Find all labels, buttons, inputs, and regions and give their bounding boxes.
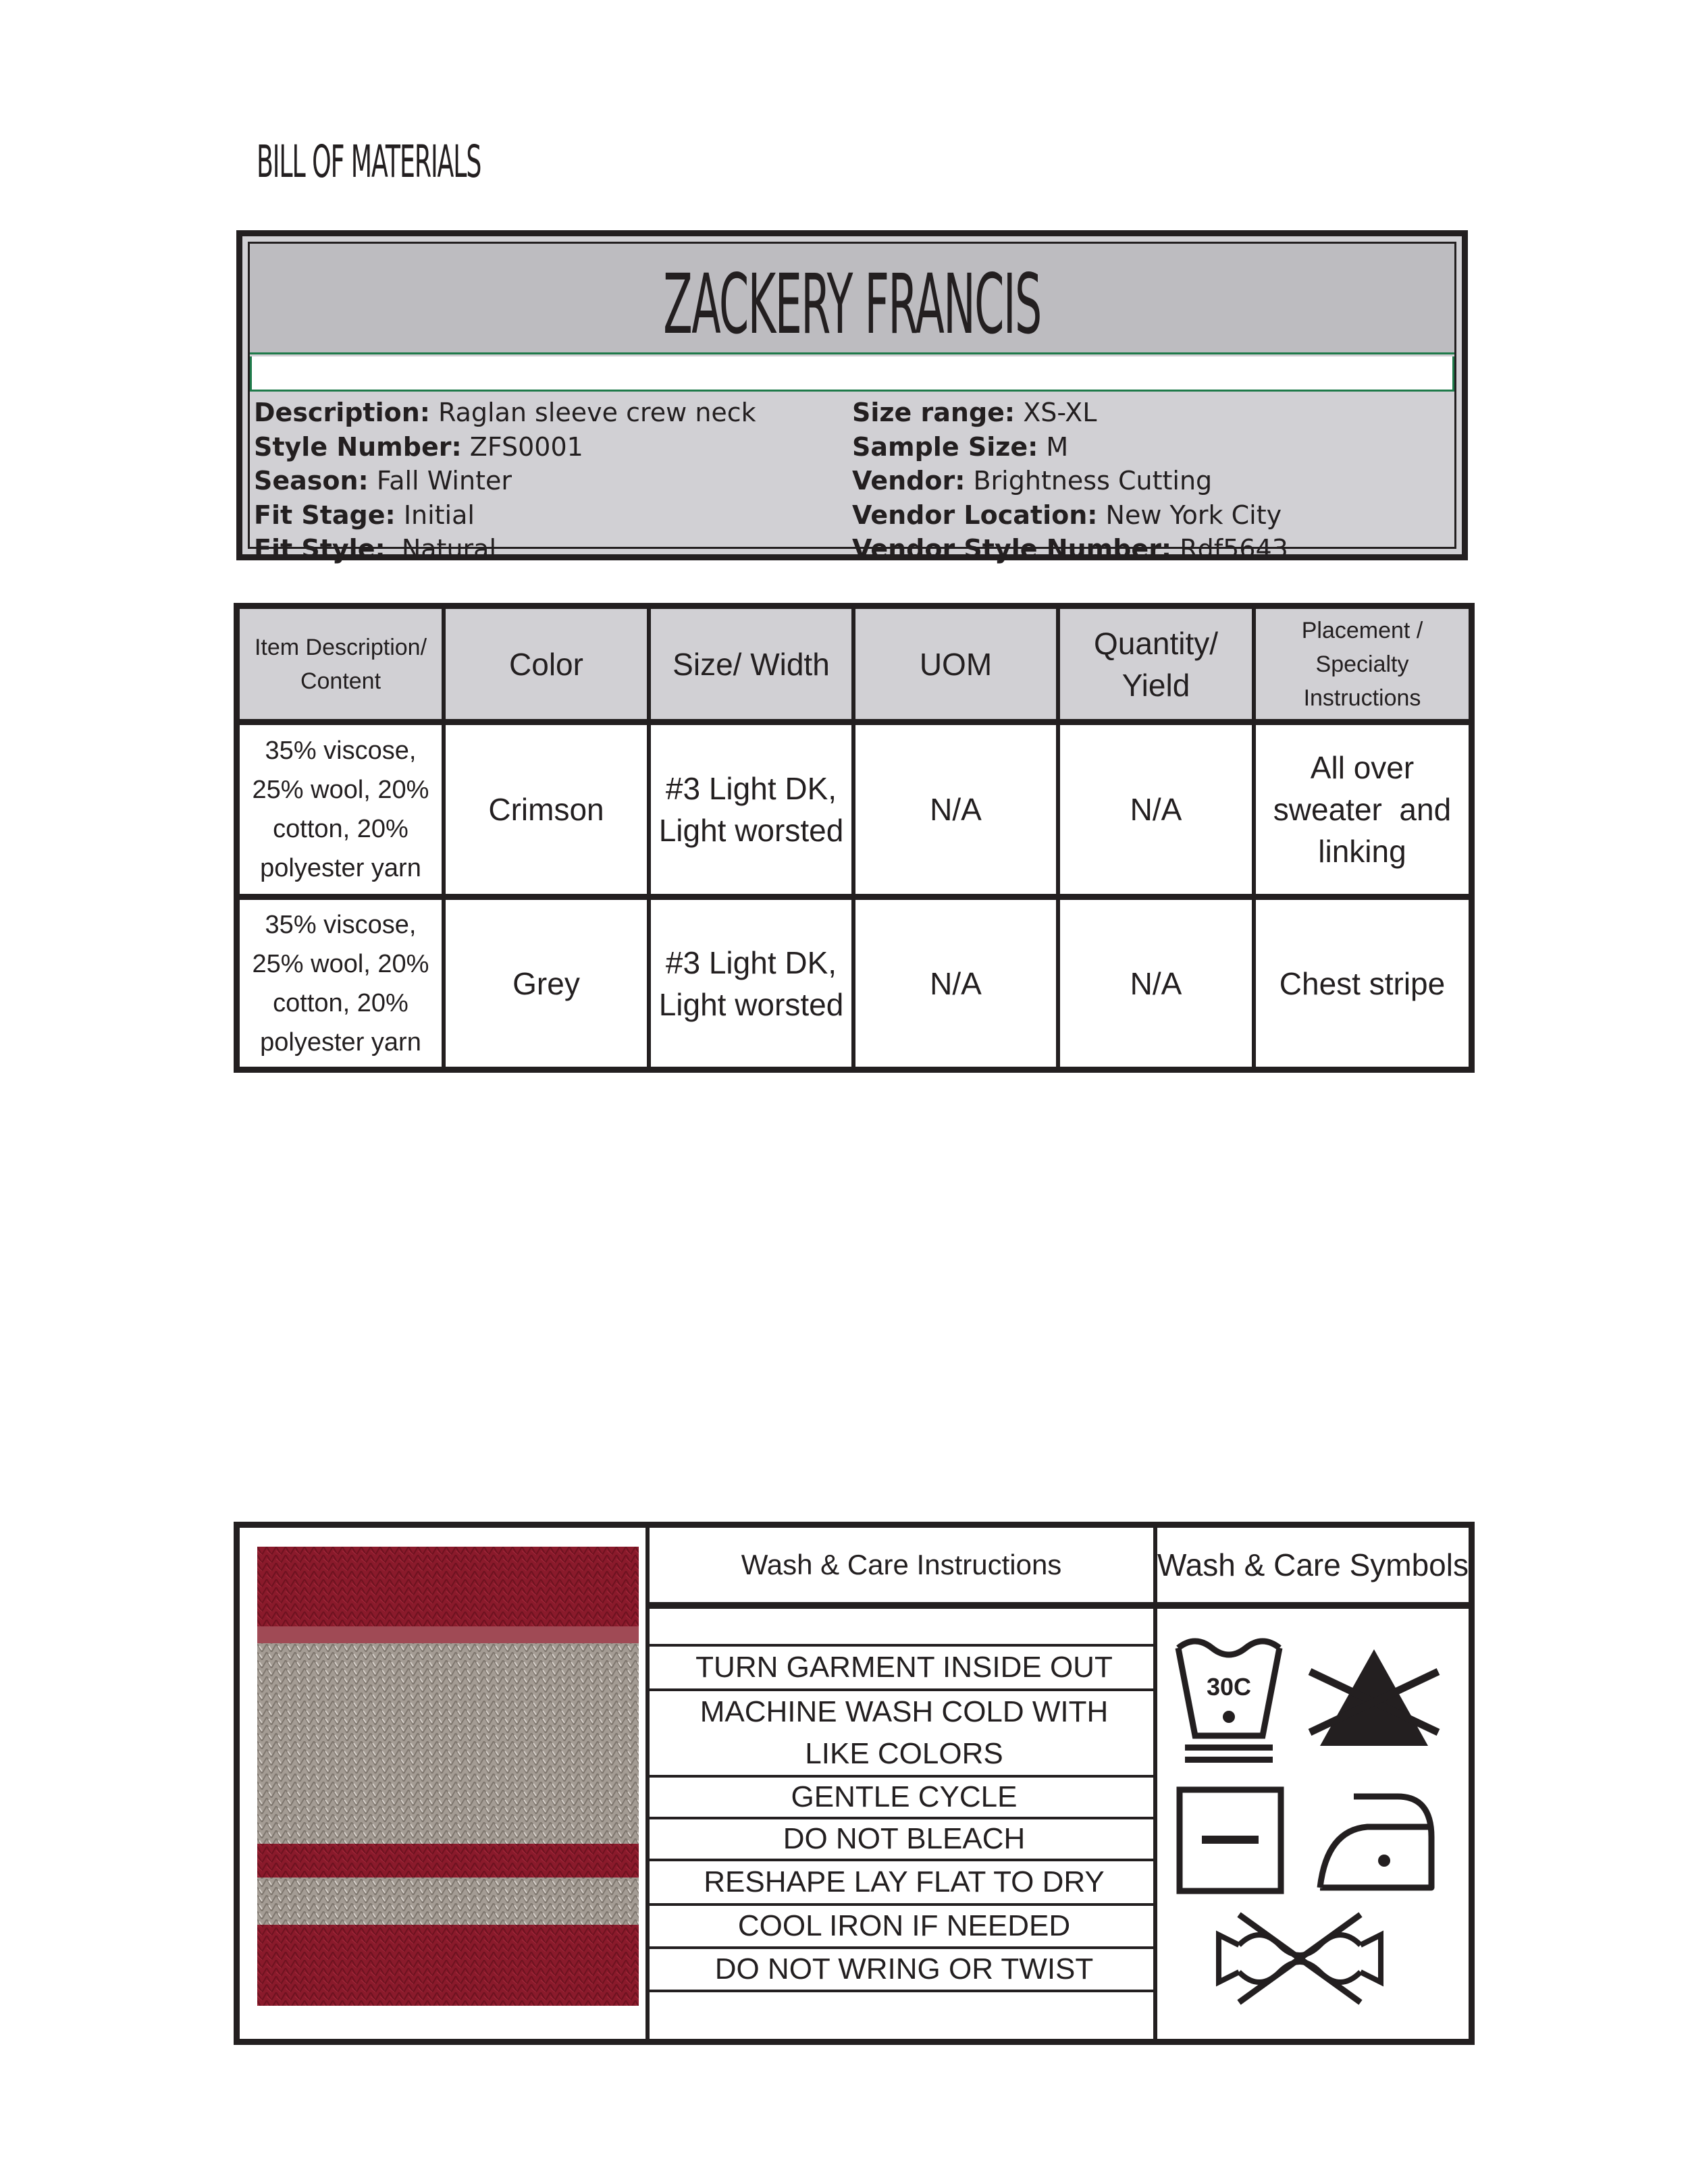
- swatch-grey-stripe: [257, 1877, 639, 1925]
- spec-value: New York City: [1097, 500, 1282, 530]
- do-not-bleach-icon: [1310, 1649, 1438, 1746]
- spec-label: Size range:: [852, 398, 1016, 427]
- row1-size-width: #3 Light DK, Light worsted: [651, 725, 851, 894]
- row2-quantity-yield: N/A: [1060, 900, 1252, 1067]
- spec-label: Vendor Style Number:: [852, 534, 1172, 564]
- wash-30c-gentle-icon: [1178, 1641, 1280, 1763]
- care-header-divider: [650, 1602, 1469, 1609]
- spec-label: Season:: [254, 466, 369, 496]
- spec-value: Raglan sleeve crew neck: [429, 398, 756, 427]
- row1-color: Crimson: [446, 725, 647, 894]
- row1-placement: All over sweater and linking: [1256, 725, 1469, 894]
- row2-item-description: 35% viscose, 25% wool, 20% cotton, 20% polyester yarn: [240, 900, 442, 1067]
- spec-value: Natural: [385, 534, 497, 564]
- spec-value: Rdf5643: [1171, 534, 1288, 564]
- column-header-item-description: Item Description/ Content: [240, 609, 442, 719]
- spec-label: Fit Style:: [254, 534, 386, 564]
- swatch-blend-band: [257, 1626, 639, 1643]
- spec-label: Style Number:: [254, 431, 462, 462]
- care-instruction: COOL IRON IF NEEDED: [737, 1909, 1071, 1942]
- fabric-swatch-image: [257, 1547, 639, 2006]
- care-symbols-graphic: [1165, 1634, 1469, 2026]
- spec-label: Description:: [254, 398, 430, 427]
- spec-value: ZFS0001: [461, 431, 583, 462]
- care-instruction: GENTLE CYCLE: [791, 1780, 1018, 1813]
- style-specs-left: [254, 396, 756, 566]
- materials-table: [234, 603, 1475, 1073]
- row2-color: Grey: [446, 900, 647, 1067]
- column-header-size-width: Size/ Width: [651, 609, 851, 719]
- spec-fit-style: [254, 532, 756, 566]
- spec-label: Vendor:: [852, 466, 966, 496]
- iron-low-icon: [1320, 1796, 1431, 1888]
- spec-style-number: [254, 430, 756, 464]
- row1-uom: N/A: [855, 725, 1056, 894]
- spec-value: M: [1038, 431, 1069, 462]
- spec-season: [254, 464, 756, 498]
- spec-vendor: [852, 464, 1288, 498]
- care-row-divider: [650, 1990, 1153, 1992]
- spec-value: XS-XL: [1015, 398, 1097, 427]
- spec-label: Sample Size:: [852, 431, 1038, 462]
- care-instruction: DO NOT BLEACH: [783, 1822, 1026, 1855]
- spec-vendor-location: [852, 498, 1288, 533]
- column-header-color: Color: [446, 609, 647, 719]
- spec-label: Fit Stage:: [254, 500, 396, 530]
- row2-uom: N/A: [855, 900, 1056, 1067]
- care-instruction: DO NOT WRING OR TWIST: [714, 1952, 1094, 1986]
- care-instructions-header: Wash & Care Instructions: [741, 1549, 1062, 1580]
- column-header-quantity-yield: Quantity/ Yield: [1060, 609, 1252, 719]
- swatch-crimson-bottom: [257, 1925, 639, 2006]
- spec-value: Fall Winter: [368, 466, 512, 496]
- do-not-wring-icon: [1219, 1915, 1381, 2002]
- wash-temperature-text: 30C: [1206, 1673, 1252, 1701]
- spec-sample-size: [852, 430, 1288, 464]
- row1-item-description: 35% viscose, 25% wool, 20% cotton, 20% polyester yarn: [240, 725, 442, 894]
- spec-fit-stage: [254, 498, 756, 533]
- spec-vendor-style-number: [852, 532, 1288, 566]
- care-symbols-header: Wash & Care Symbols: [1157, 1547, 1469, 1582]
- style-specs-right: [852, 396, 1288, 566]
- header-divider-band: [250, 356, 1454, 392]
- column-header-placement: Placement / Specialty Instructions: [1256, 609, 1469, 719]
- swatch-crimson-band: [257, 1547, 639, 1626]
- care-section: [234, 1522, 1475, 2045]
- spec-value: Brightness Cutting: [965, 466, 1213, 496]
- fabric-swatch: [257, 1547, 639, 2006]
- spec-size-range: [852, 396, 1288, 430]
- style-header: [236, 230, 1468, 564]
- column-header-uom: UOM: [855, 609, 1056, 719]
- care-symbols-panel: [1165, 1634, 1469, 2026]
- care-instruction: RESHAPE LAY FLAT TO DRY: [704, 1865, 1105, 1898]
- swatch-crimson-stripe: [257, 1844, 639, 1877]
- row2-placement: Chest stripe: [1256, 900, 1469, 1067]
- row1-quantity-yield: N/A: [1060, 725, 1252, 894]
- care-instruction: MACHINE WASH COLD WITH LIKE COLORS: [700, 1695, 1109, 1770]
- style-header-inner: [248, 242, 1456, 564]
- spec-label: Vendor Location:: [852, 500, 1098, 530]
- spec-description: [254, 396, 756, 430]
- brand-band: [250, 244, 1454, 354]
- brand-name: ZACKERY FRANCIS: [663, 257, 1041, 352]
- spec-value: Initial: [395, 500, 475, 530]
- dry-flat-icon: [1180, 1790, 1281, 1891]
- row2-size-width: #3 Light DK, Light worsted: [651, 900, 851, 1067]
- care-instruction: TURN GARMENT INSIDE OUT: [695, 1651, 1113, 1684]
- page-title: BILL OF MATERIALS: [257, 136, 481, 188]
